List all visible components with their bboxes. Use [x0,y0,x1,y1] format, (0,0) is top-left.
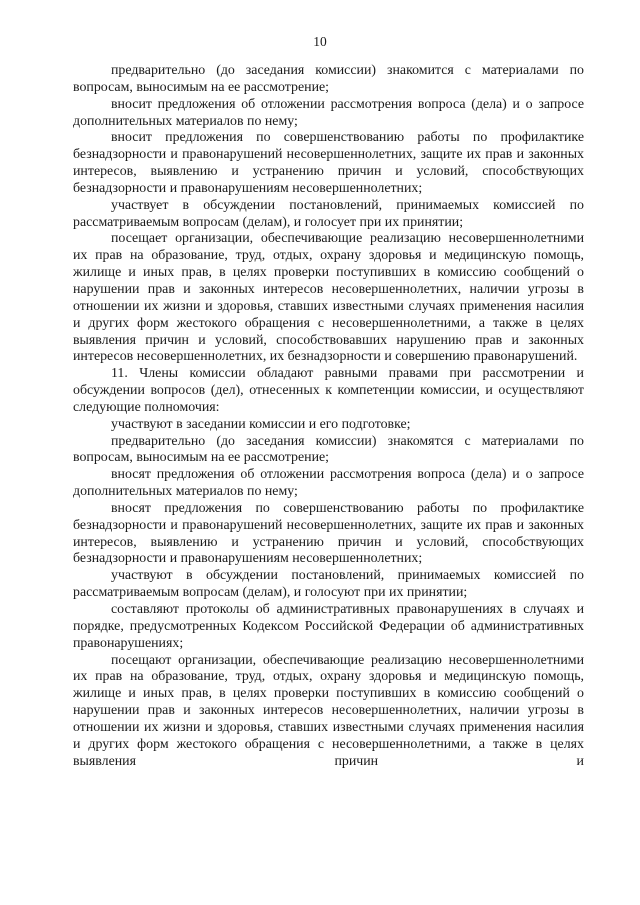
paragraph: вносит предложения по совершенствованию работы по профилактике безнадзорности и правонарушений несовершеннолетних, защите их прав и законных интересов, выявлению и устранению причин и условий, способствующих безнадзорности и правонарушениям несовершеннолетних; [73,130,584,196]
paragraph: участвует в обсуждении постановлений, принимаемых комиссией по рассматриваемым вопросам (делам), и голосует при их принятии; [73,197,584,230]
paragraph: посещают организации, обеспечивающие реализацию несовершеннолетними их прав на образование, труд, отдых, охрану здоровья и медицинскую помощь, жилище и иных прав, в целях проверки поступивших в комиссию сообщений о нарушении прав и законных интересов несовершеннолетних, наличии угрозы в отношении их жизни и здоровья, ставших известными случаях применения насилия и других форм жестокого обращения с несовершеннолетними, а также в целях выявления причин и [73,652,584,769]
paragraph: предварительно (до заседания комиссии) знакомится с материалами по вопросам, выносимым на ее рассмотрение; [73,63,584,95]
paragraph: предварительно (до заседания комиссии) знакомятся с материалами по вопросам, выносимым на ее рассмотрение; [73,433,584,466]
paragraph: участвуют в заседании комиссии и его подготовке; [111,416,411,432]
document-body [73,63,584,770]
paragraph: посещает организации, обеспечивающие реализацию несовершеннолетними их прав на образование, труд, отдых, охрану здоровья и медицинскую помощь, жилище и иных прав, в целях проверки поступивших в комиссию сообщений о нарушении прав и законных интересов несовершеннолетних, наличии угрозы в отношении их жизни и здоровья, ставших известными случаях применения насилия и других форм жестокого обращения с несовершеннолетними, а также в целях выявления причин и условий, способствовавших нарушению прав и законных интересов несовершеннолетних, их безнадзорности и совершению правонарушений. [73,231,584,365]
paragraph: составляют протоколы об административных правонарушениях в случаях и порядке, предусмотренных Кодексом Российской Федерации об административных правонарушениях; [73,602,584,651]
page-number: 10 [313,34,327,49]
paragraph: участвуют в обсуждении постановлений, принимаемых комиссией по рассматриваемым вопросам (делам), и голосуют при их принятии; [73,568,584,601]
section-paragraph: 11. Члены комиссии обладают равными правами при рассмотрении и обсуждении вопросов (дел), отнесенных к компетенции комиссии, и осуществляют следующие полномочия: [73,366,584,415]
paragraph: вносит предложения об отложении рассмотрения вопроса (дела) и о запросе дополнительных материалов по нему; [73,96,584,129]
paragraph: вносят предложения по совершенствованию работы по профилактике безнадзорности и правонарушений несовершеннолетних, защите их прав и законных интересов, выявлению и устранению причин и условий, способствующих безнадзорности и правонарушениям несовершеннолетних; [73,500,584,567]
paragraph: вносят предложения об отложении рассмотрения вопроса (дела) и о запросе дополнительных материалов по нему; [73,467,584,500]
